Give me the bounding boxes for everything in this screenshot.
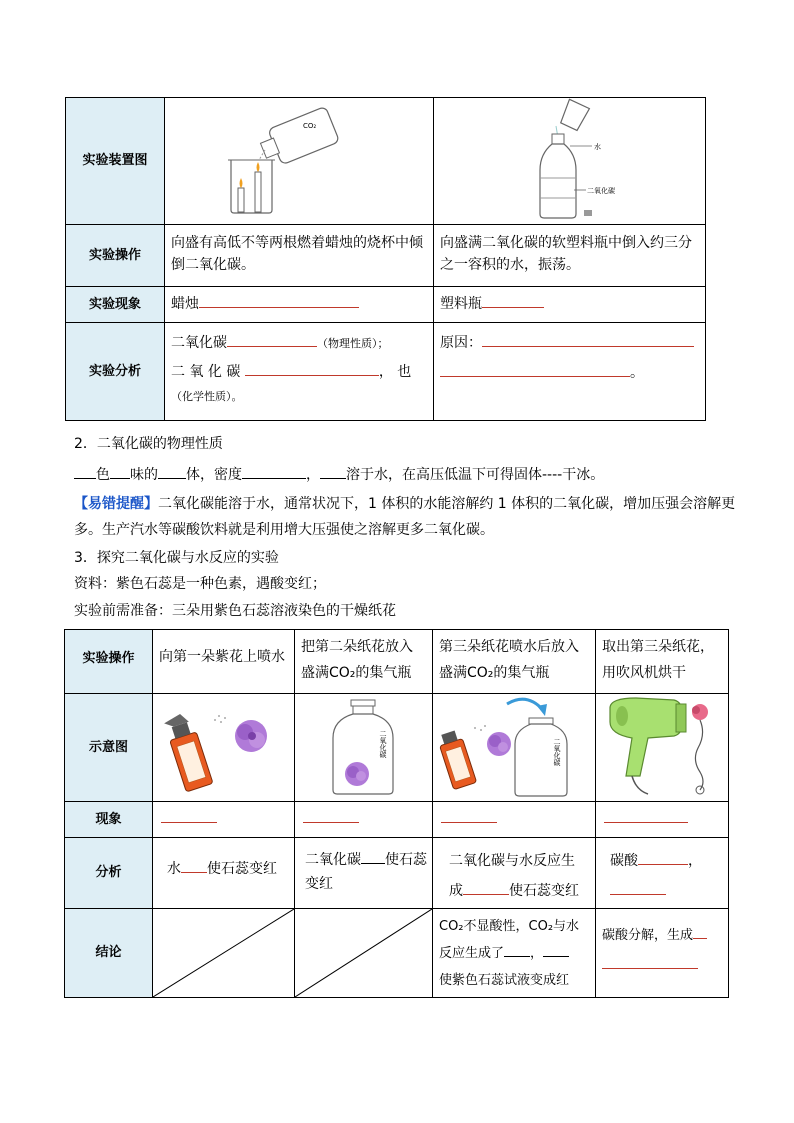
analysis-2: 二氧化碳 使石蕊变红 [295,838,433,909]
answer-blank[interactable] [693,924,707,939]
operation-right: 向盛满二氧化碳的软塑料瓶中倒入约三分之一容积的水，振荡。 [434,225,706,287]
answer-blank[interactable] [361,849,385,864]
row-label-operation: 实验操作 [66,225,165,287]
apparatus-image-beaker [165,98,434,225]
op-3: 第三朵纸花喷水后放入盛满CO₂的集气瓶 [433,630,596,694]
answer-blank[interactable] [482,293,544,308]
answer-blank[interactable] [161,808,217,823]
experiment-table-2 [64,629,729,998]
analysis-4: 碳酸 ， [596,838,729,909]
experiment-table-1 [65,97,706,421]
op-4: 取出第三朵纸花，用吹风机烘干 [596,630,729,694]
water-label: 水 [594,143,601,151]
phenomenon-left: 蜡烛 [165,287,434,323]
co2-jar-label: 二氧化碳 [553,738,561,766]
row-label-diagram: 示意图 [65,694,153,802]
answer-blank[interactable] [245,361,379,376]
prep-note: 实验前需准备：三朵用紫色石蕊溶液染色的干燥纸花 [74,603,396,619]
answer-blank[interactable] [602,954,698,969]
tip-line-2: 多。生产汽水等碳酸饮料就是利用增大压强使之溶解更多二氧化碳。 [74,522,494,538]
tip-tag: 【易错提醒】 [74,496,158,512]
analysis-left: 二氧化碳 （物理性质）； 二 氧 化 碳 ， 也 （化学性质）。 [165,323,434,421]
analysis-1: 水 使石蕊变红 [153,838,295,909]
tip-line-1: 【易错提醒】二氧化碳能溶于水，通常状况下，1 体积的水能溶解约 1 体积的二氧化碳，增加压强会溶解更 [74,496,736,512]
answer-blank[interactable] [110,464,130,479]
gas-label: 二氧化碳 [587,187,615,195]
analysis-3: 二氧化碳与水反应生 成 使石蕊变红 [433,838,596,909]
conclusion-4: 碳酸分解，生成 [596,909,729,998]
answer-blank[interactable] [320,464,346,479]
answer-blank[interactable] [242,464,306,479]
section-2-heading: 2．二氧化碳的物理性质 [74,436,223,452]
op-1: 向第一朵紫花上喷水 [153,630,295,694]
observation-2 [295,802,433,838]
observation-4 [596,802,729,838]
answer-blank[interactable] [74,464,96,479]
answer-blank[interactable] [199,293,359,308]
physical-properties-line: 色 味的 体，密度 ， 溶于水，在高压低温下可得固体----干冰。 [74,464,604,485]
phenomenon-right: 塑料瓶 [434,287,706,323]
answer-blank[interactable] [303,808,359,823]
answer-blank[interactable] [440,362,630,377]
answer-blank[interactable] [610,880,666,895]
answer-blank[interactable] [543,942,569,957]
conclusion-1-empty [153,909,295,998]
row-label-op: 实验操作 [65,630,153,694]
analysis-right: 原因： 。 [434,323,706,421]
observation-3 [433,802,596,838]
section-3-heading: 3．探究二氧化碳与水反应的实验 [74,550,279,566]
row-label-observation: 现象 [65,802,153,838]
answer-blank[interactable] [463,880,509,895]
answer-blank[interactable] [482,332,694,347]
co2-label: CO₂ [303,122,317,130]
answer-blank[interactable] [227,332,317,347]
row-label-analysis: 实验分析 [66,323,165,421]
co2-jar-label: 二氧化碳 [379,730,387,758]
answer-blank[interactable] [158,464,186,479]
material-note: 资料：紫色石蕊是一种色素，遇酸变红； [74,576,326,592]
answer-blank[interactable] [504,942,530,957]
diagram-spray-jar [433,694,596,802]
row-label-phenomenon: 实验现象 [66,287,165,323]
row-label-apparatus: 实验装置图 [66,98,165,225]
answer-blank[interactable] [604,808,688,823]
op-2: 把第二朵纸花放入盛满CO₂的集气瓶 [295,630,433,694]
answer-blank[interactable] [181,858,207,873]
row-label-analysis2: 分析 [65,838,153,909]
row-label-conclusion: 结论 [65,909,153,998]
operation-left: 向盛有高低不等两根燃着蜡烛的烧杯中倾倒二氧化碳。 [165,225,434,287]
diagram-jar-flower [295,694,433,802]
diagram-hair-dryer [596,694,729,802]
apparatus-image-bottle [434,98,706,225]
observation-1 [153,802,295,838]
diagram-spray-flower [153,694,295,802]
conclusion-2-empty [295,909,433,998]
answer-blank[interactable] [638,850,688,865]
conclusion-3: CO₂不显酸性，CO₂与水 反应生成了 ， 使紫色石蕊试液变成红 [433,909,596,998]
answer-blank[interactable] [441,808,497,823]
